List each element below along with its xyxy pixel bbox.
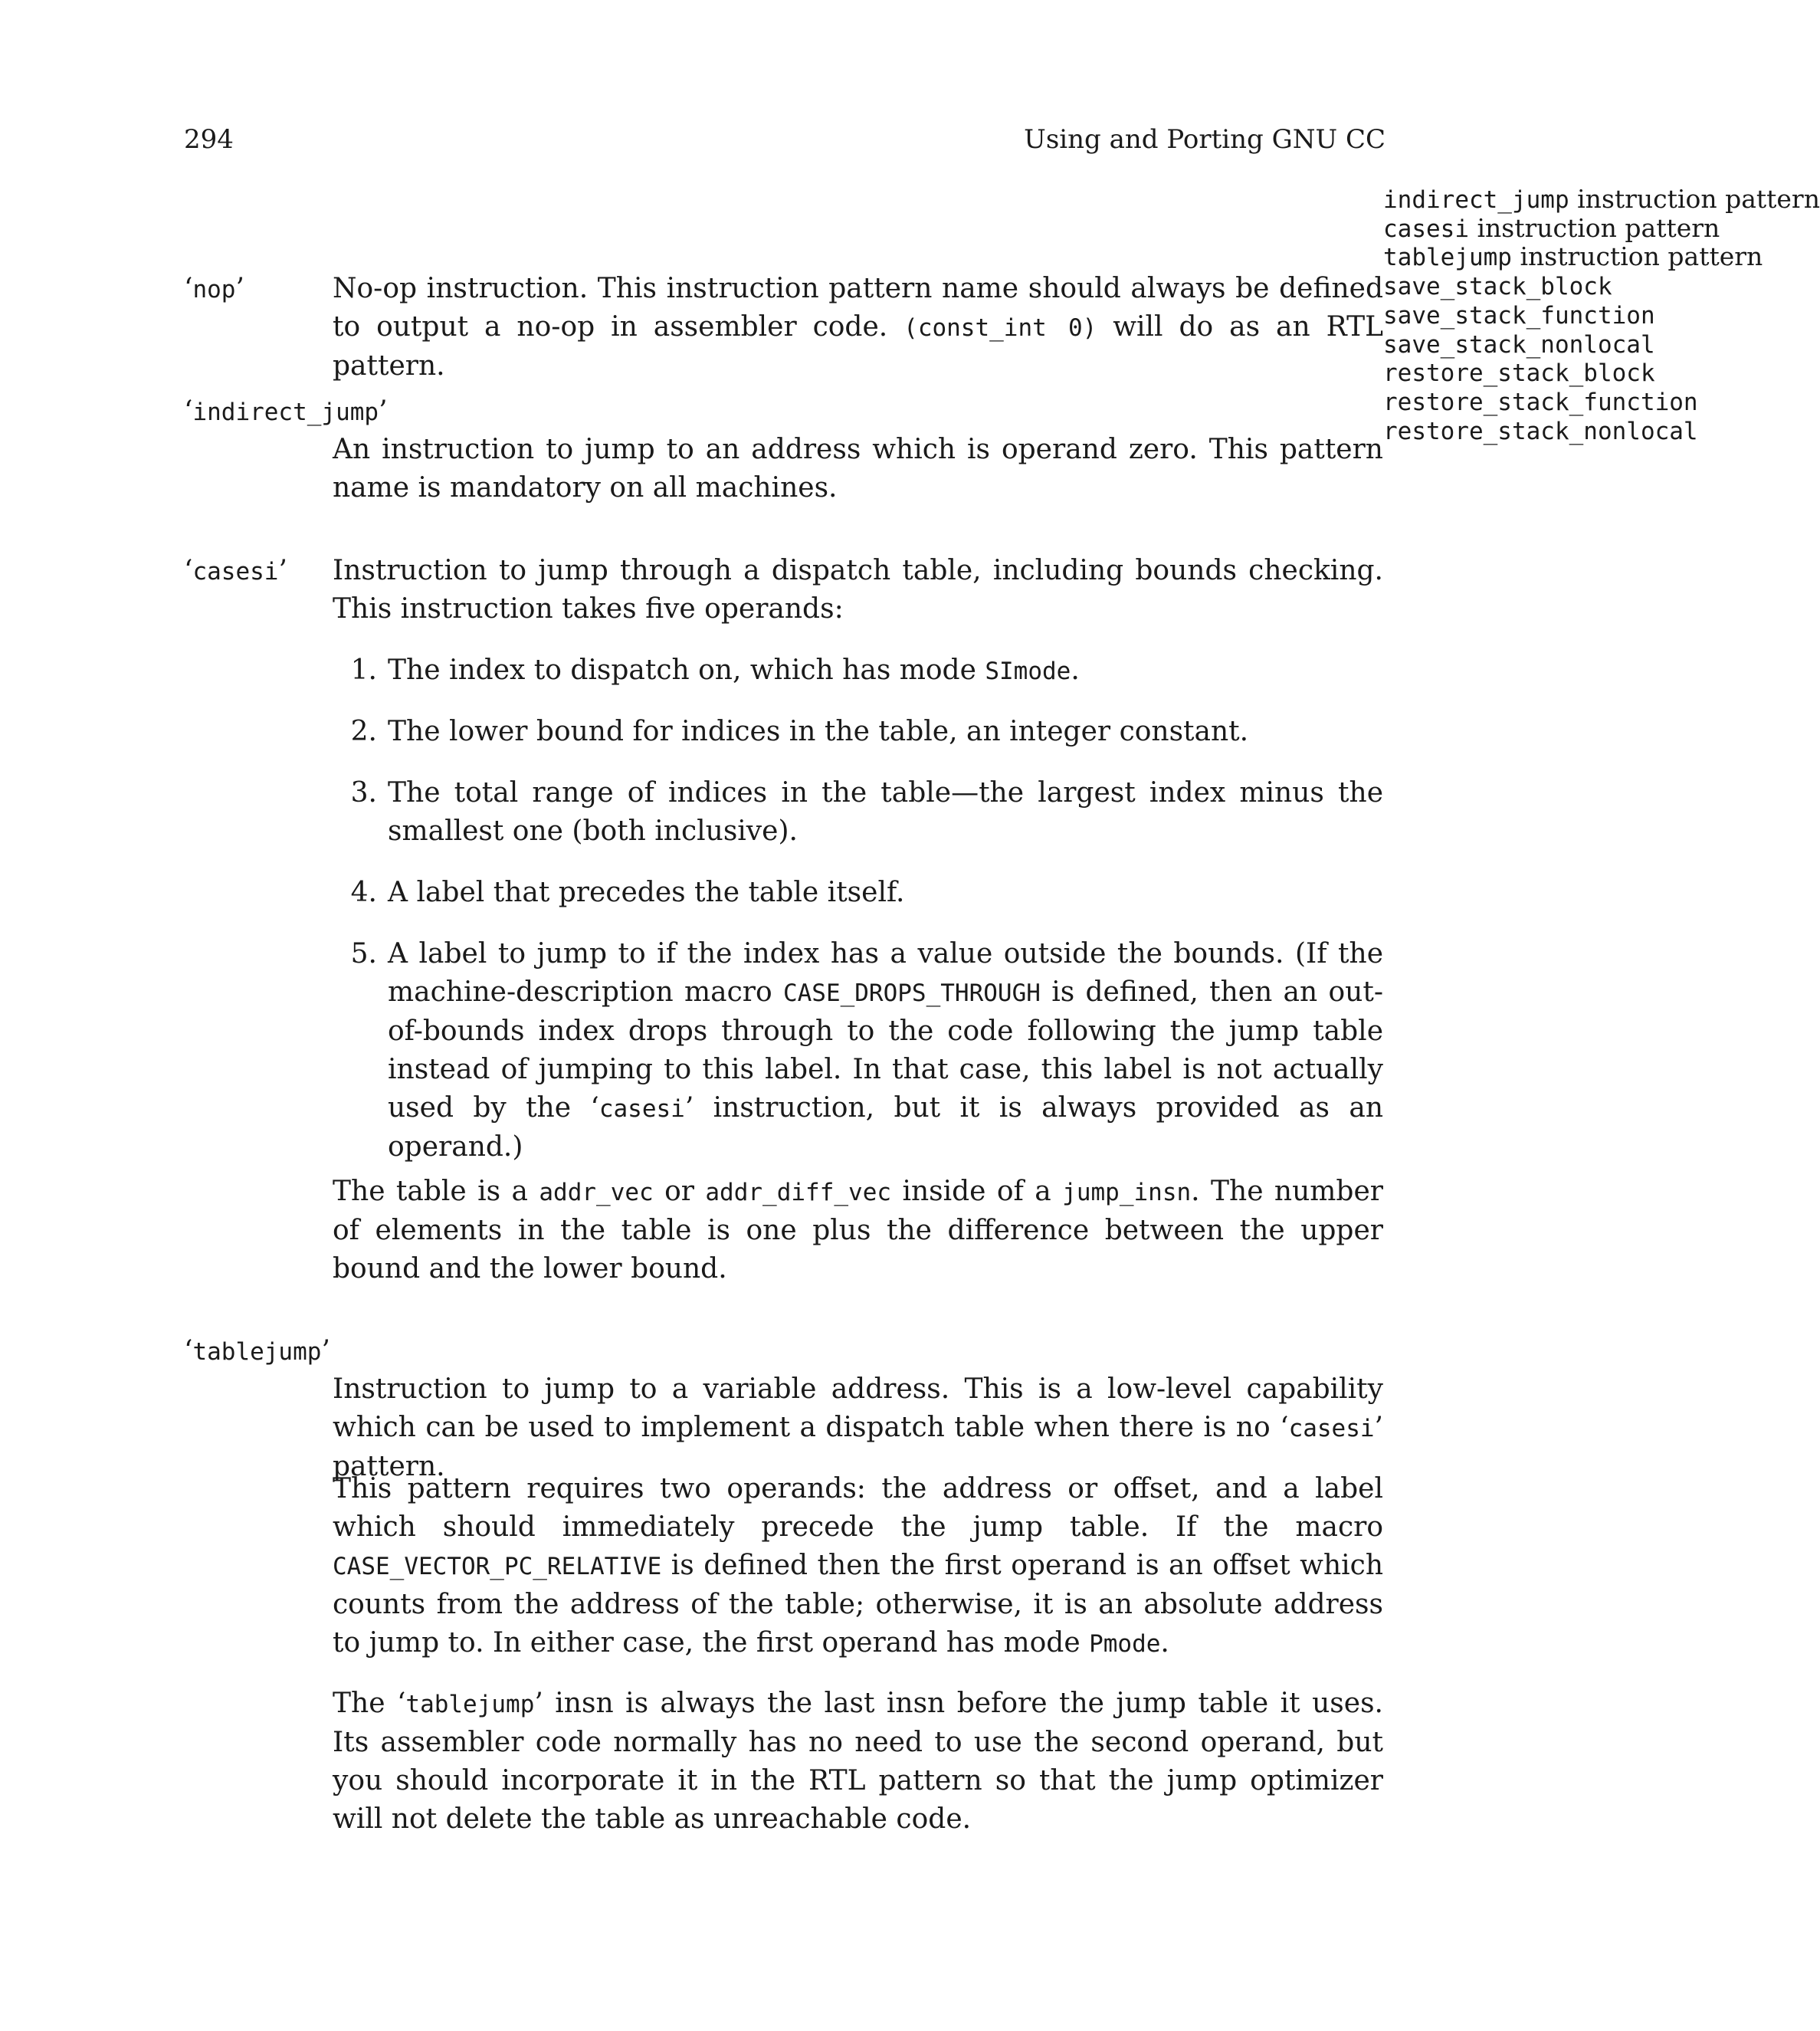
- tablejump-paragraph-2: This pattern requires two operands: the address or offset, and a label which should immediately precede the jump table. If the macro CASE_VECTOR_PC_RELATIVE is defined then the first operand is an offset which counts from the address of the table; otherwise, it is an absolute address to jump to. In either case, the first operand has mode Pmode.: [333, 1473, 1383, 1659]
- margin-index-entry: indirect_jump instruction pattern: [1383, 184, 1820, 214]
- margin-index-entry: tablejump instruction pattern: [1383, 241, 1763, 272]
- margin-index-entry: save_stack_block: [1383, 273, 1612, 301]
- term-nop: ‘nop’: [184, 273, 244, 304]
- margin-index-entry: restore_stack_nonlocal: [1383, 417, 1698, 445]
- tablejump-paragraph-1: Instruction to jump to a variable address. This is a low-level capability which can be used to implement a dispatch table when there is no ‘casesi’ pattern.: [333, 1373, 1383, 1482]
- manual-page: 294 Using and Porting GNU CC indirect_jump instruction pattern casesi instruction pattern tablejump instruction pattern save_stack_block save_stack_function save_stack_nonlocal restore_stack_block restore_stack_function restore_stack_nonlocal ‘nop’ No-op instruction. This instruction pattern name should always be defined to output a no-op in assembler code. (const_int 0) will do as an RTL pattern. ‘indirect_jump’ An instruction to jump to an address which is operand zero. This pattern name is mandatory on all machines. ‘casesi’ Instruction to jump through a dispatch table, including bounds checking. This instruction takes five operands: 1. The index to dispatch on, which has mode SImode. 2. The lower bound for indices in the table, an integer constant. 3. The total range of indices in the table—the largest index minus the smallest one (both inclusive). 4. A label that precedes the table itself. 5. A label to jump to if the index has a value outside the bounds. (If the machine-description macro CASE_DROPS_THROUGH is defined, then an out-of-bounds index drops through to the code following the jump table instead of jumping to this label. In that case, this label is not actually used by the ‘casesi’ instruction, but it is always provided as an operand.) The table is a addr_vec or addr_diff_vec inside of a jump_insn. The number of elements in the table is one plus the difference between the upper bound and the lower bound. ‘tablejump’ Instruction to jump to a variable address. This is a low-level capability which can be used to implement a dispatch table when there is no ‘casesi’ pattern. This pattern requires two operands: the address or offset, and a label which should immediately precede the jump table. If the macro CASE_VECTOR_PC_RELATIVE is defined then the first operand is an offset which counts from the address of the table; otherwise, it is an absolute address to jump to. In either case, the first operand has mode Pmode. The ‘tablejump’ insn is always the last insn before the jump table it uses. Its assembler code normally has no need to use the second operand, but you should incorporate it in the RTL pattern so that the jump optimizer will not delete the table as unreachable code.: [0, 0, 1569, 2031]
- indirect-jump-description: An instruction to jump to an address which is operand zero. This pattern name is mandatory on all machines.: [333, 434, 1383, 504]
- margin-index-entry: restore_stack_function: [1383, 388, 1698, 416]
- margin-index-entry: casesi instruction pattern: [1383, 212, 1720, 243]
- nop-description: No-op instruction. This instruction pattern name should always be defined to output a no-op in assembler code. (const_int 0) will do as an RTL pattern.: [333, 273, 1383, 382]
- casesi-table-description: The table is a addr_vec or addr_diff_vec inside of a jump_insn. The number of elements in the table is one plus the difference between the upper bound and the lower bound.: [333, 1176, 1383, 1285]
- term-tablejump: ‘tablejump’: [184, 1335, 330, 1367]
- term-casesi: ‘casesi’: [184, 555, 287, 586]
- margin-index-entry: save_stack_nonlocal: [1383, 330, 1655, 359]
- margin-index-entry: save_stack_function: [1383, 301, 1655, 330]
- margin-index-notes: [1383, 184, 1820, 445]
- margin-index-entry: restore_stack_block: [1383, 359, 1655, 388]
- running-title: Using and Porting GNU CC: [1024, 124, 1385, 155]
- page-number: 294: [184, 124, 234, 155]
- tablejump-paragraph-3: The ‘tablejump’ insn is always the last insn before the jump table it uses. Its assembler code normally has no need to use the second operand, but you should incorporate it in the RTL pattern so that the jump optimizer will not delete the table as unreachable code.: [333, 1688, 1383, 1835]
- term-indirect-jump: ‘indirect_jump’: [184, 395, 388, 427]
- casesi-intro: Instruction to jump through a dispatch table, including bounds checking. This instruction takes five operands:: [333, 555, 1383, 625]
